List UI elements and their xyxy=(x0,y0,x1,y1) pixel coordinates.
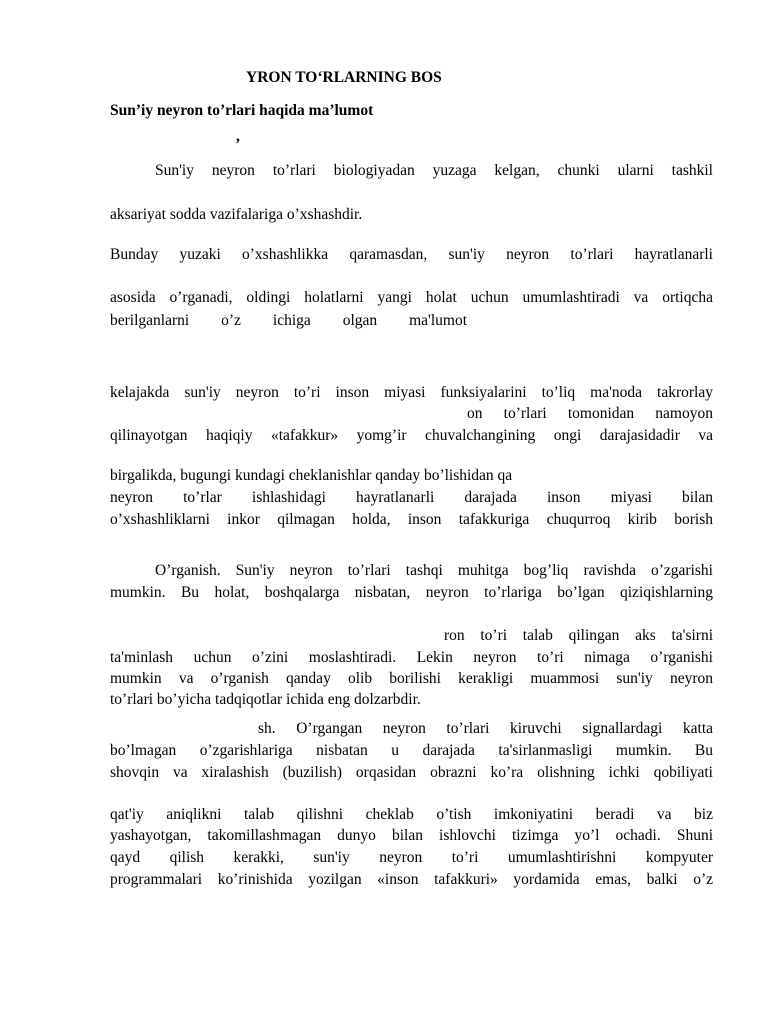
stray-comma: , xyxy=(236,128,240,145)
text-line: to’rlari bo’yicha tadqiqotlar ichida eng dolzarbdir. xyxy=(110,691,421,708)
text-line: aksariyat sodda vazifalariga o’xshashdir. xyxy=(110,206,363,223)
text-line: qayd qilish kerakki, sun'iy neyron to’ri umumlashtirishni kompyuter xyxy=(110,849,713,866)
text-line: Sun'iy neyron to’rlari biologiyadan yuzaga kelgan, chunki ularni tashkil xyxy=(155,162,713,179)
text-line: Bunday yuzaki o’xshashlikka qaramasdan, sun'iy neyron to’rlari hayratlanarli xyxy=(110,246,713,263)
text-line: sh. O’rgangan neyron to’rlari kiruvchi signallardagi katta xyxy=(258,720,713,737)
text-line: shovqin va xiralashish (buzilish) orqasidan obrazni ko’ra olishning ichki qobiliyati xyxy=(110,764,713,781)
text-line: mumkin va o’rganish qanday olib borilishi kerakligi muammosi sun'iy neyron xyxy=(110,670,713,687)
text-line: berilganlarni o’z ichiga olgan ma'lumot xyxy=(110,312,467,329)
section-subtitle: Sun’iy neyron to’rlari haqida ma’lumot xyxy=(110,102,374,119)
text-line: neyron to’rlar ishlashidagi hayratlanarli darajada inson miyasi bilan xyxy=(110,489,713,506)
text-line: programmalari ko’rinishida yozilgan «inson tafakkuri» yordamida emas, balki o’z xyxy=(110,871,713,888)
text-line: qilinayotgan haqiqiy «tafakkur» yomg’ir chuvalchangining ongi darajasidadir va xyxy=(110,427,713,444)
text-line: o’xshashliklarni inkor qilmagan holda, inson tafakkuriga chuqurroq kirib borish xyxy=(110,511,713,528)
page-title: YRON TO‘RLARNING BOS xyxy=(246,69,442,86)
text-line: qat'iy aniqlikni talab qilishni cheklab o’tish imkoniyatini beradi va biz xyxy=(110,806,713,823)
text-line: asosida o’rganadi, oldingi holatlarni yangi holat uchun umumlashtiradi va ortiqcha xyxy=(110,289,713,306)
text-line: birgalikda, bugungi kundagi cheklanishlar qanday bo’lishidan qa xyxy=(110,467,513,484)
text-line: bo’lmagan o’zgarishlariga nisbatan u darajada ta'sirlanmasligi mumkin. Bu xyxy=(110,742,713,759)
text-line: on to’rlari tomonidan namoyon xyxy=(467,405,713,422)
text-line: kelajakda sun'iy neyron to’ri inson miyasi funksiyalarini to’liq ma'noda takrorlay xyxy=(110,384,713,401)
text-line: ron to’ri talab qilingan aks ta'sirni xyxy=(444,627,713,644)
text-line: yashayotgan, takomillashmagan dunyo bilan ishlovchi tizimga yo’l ochadi. Shuni xyxy=(110,827,713,844)
text-line: mumkin. Bu holat, boshqalarga nisbatan, neyron to’rlariga bo’lgan qiziqishlarning xyxy=(110,584,713,601)
text-line: O’rganish. Sun'iy neyron to’rlari tashqi muhitga bog’liq ravishda o’zgarishi xyxy=(155,562,713,579)
text-line: ta'minlash uchun o’zini moslashtiradi. Lekin neyron to’ri nimaga o’rganishi xyxy=(110,649,713,666)
